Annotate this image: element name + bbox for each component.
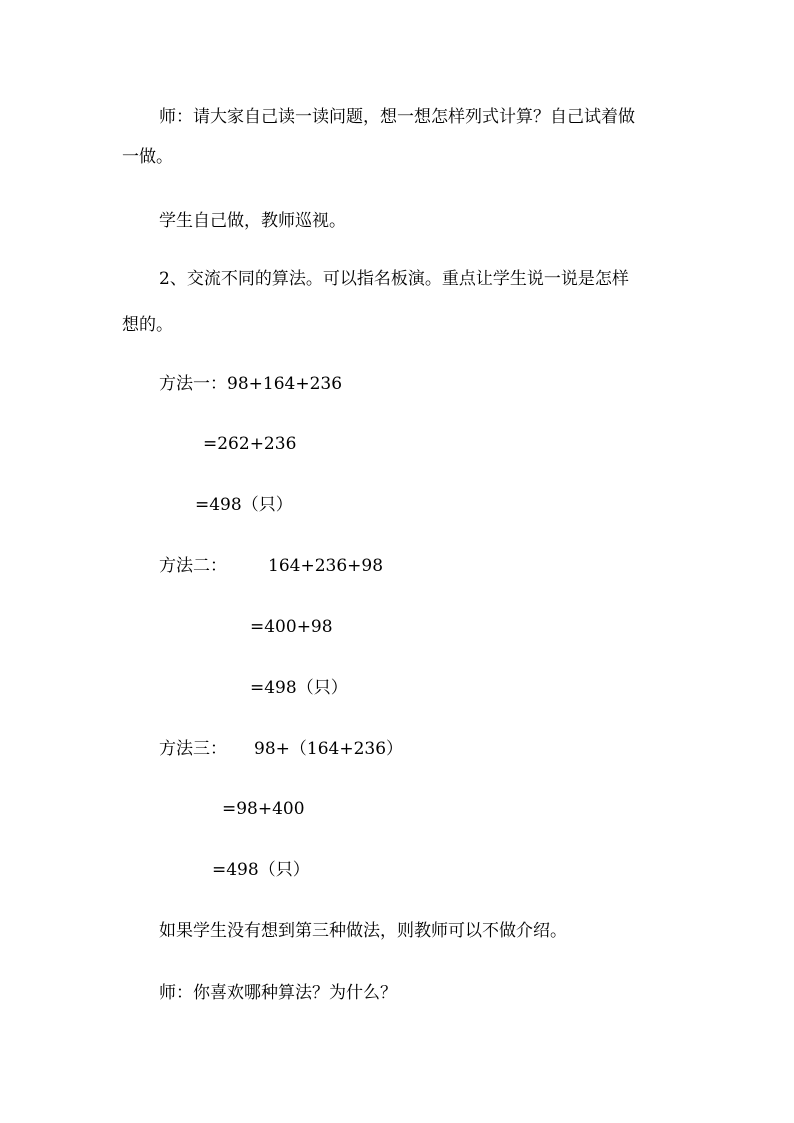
method-two-expression: 164+236+98 (268, 556, 384, 576)
method-two-step1: =400+98 (250, 617, 333, 637)
paragraph-teacher-prompt-line2: 一做。 (122, 147, 173, 167)
paragraph-third-method-note: 如果学生没有想到第三种做法，则教师可以不做介绍。 (159, 921, 567, 941)
method-three-label: 方法三： (159, 739, 227, 759)
method-two-label: 方法二： (159, 556, 227, 576)
method-two-result: =498（只） (250, 678, 348, 698)
method-one-result: =498（只） (195, 495, 293, 515)
method-three-step1: =98+400 (222, 799, 305, 819)
method-one-expression: 方法一：98+164+236 (159, 374, 343, 394)
paragraph-students-work: 学生自己做，教师巡视。 (159, 211, 346, 231)
paragraph-teacher-prompt-line1: 师：请大家自己读一读问题，想一想怎样列式计算？自己试着做 (159, 107, 635, 127)
method-one-step1: =262+236 (203, 434, 297, 454)
method-three-expression: 98+（164+236） (254, 739, 404, 759)
paragraph-exchange-methods-line2: 想的。 (122, 315, 173, 335)
paragraph-teacher-question: 师：你喜欢哪种算法？为什么？ (159, 983, 397, 1003)
method-three-result: =498（只） (212, 860, 310, 880)
paragraph-exchange-methods-line1: 2、交流不同的算法。可以指名板演。重点让学生说一说是怎样 (159, 269, 629, 289)
